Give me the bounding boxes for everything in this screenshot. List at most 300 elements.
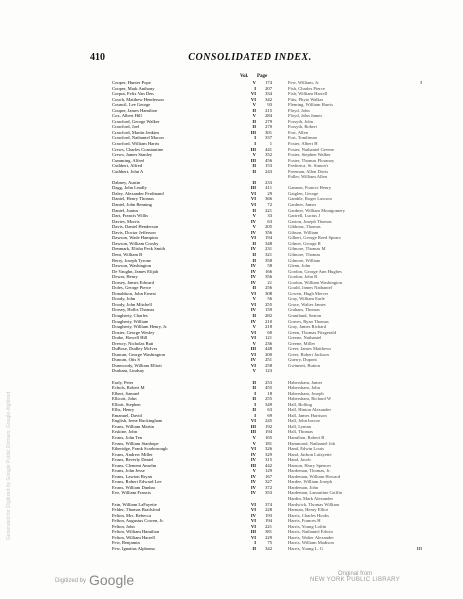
entry-name: Few, Ignatius Alphonso [112, 545, 156, 551]
entry-volume: II [252, 407, 256, 413]
entry-page: 194 [265, 429, 272, 435]
entry-page: 29 [267, 190, 272, 196]
entry-name: Harris, Young Loftin [288, 523, 327, 529]
entry-name: Dewar, Henry [112, 274, 138, 280]
entry-name: Dozier, George Wesley [112, 329, 155, 335]
entry-name: Glenn, John [288, 263, 311, 269]
entry-name: Dawson, William Crosby [112, 240, 159, 246]
entry-name: Greene, Nathaniel [288, 335, 322, 341]
entry-volume: IV [250, 473, 256, 479]
entry-page: 215 [265, 107, 272, 113]
entry-page: 56 [267, 296, 272, 302]
entry-name: Crawford, Nathaniel Macon [112, 135, 164, 141]
entry-volume: VI [250, 202, 256, 208]
entry-name: Evans, Beverly Daniel [112, 457, 154, 463]
entry-name: Hall, Hinton Alexander [288, 407, 331, 413]
entry-volume: V [252, 113, 256, 119]
entry-volume: IV [250, 218, 256, 224]
entry-name: Harris, Young L. G [288, 545, 324, 551]
entry-page: 448 [265, 346, 272, 352]
entry-volume: IV [250, 451, 256, 457]
entry-volume: I [254, 135, 256, 141]
side-watermark-text: Generated for Digitized by Google Public Domain, Google-digitized [6, 391, 12, 540]
entry-page: 1 [269, 141, 272, 147]
index-column-left [112, 74, 282, 551]
entry-volume: IV [250, 479, 256, 485]
entry-page: 167 [265, 473, 272, 479]
entry-page: 231 [265, 246, 272, 252]
index-entry [112, 546, 282, 552]
index-column-right [288, 74, 453, 551]
entry-name: Harris, Charles Hooks [288, 512, 329, 518]
entry-name: Crawford, Joel [112, 124, 140, 130]
entry-volume: III [250, 423, 256, 429]
entry-page: 321 [265, 251, 272, 257]
entry-page: 356 [265, 229, 272, 235]
entry-page: 374 [265, 501, 272, 507]
entry-volume: IV [250, 279, 256, 285]
entry-name: Ellis, Henry [112, 407, 135, 413]
entry-name: Cooper, Hunter Pope [112, 80, 151, 85]
side-watermark [6, 180, 14, 540]
entry-name: Harris, Frances H [288, 518, 321, 524]
vol-heading: Vol. [240, 74, 249, 79]
entry-volume: II [252, 118, 256, 124]
entry-volume: VI [250, 351, 256, 357]
entry-name: Gannon, Francis Henry [288, 185, 331, 191]
entry-name: Graves, Ryan Thomas [288, 318, 329, 324]
entry-name: Cuthbert, Alfred [112, 163, 143, 169]
entry-name: Elbert, Samuel [112, 390, 140, 396]
entry-name: Evans, William Stanhope [112, 440, 159, 446]
entry-name: Harris, Nathaniel Edwin [288, 529, 333, 535]
entry-volume: IV [250, 246, 256, 252]
entry-page: 334 [265, 91, 272, 97]
entry-page: 348 [265, 240, 272, 246]
entry-name: Gilmore, Thomas [288, 251, 321, 257]
entry-name: Green, Thomas Fitzgerald [288, 329, 337, 335]
entry-name: Denmark, Elisha Peck Smith [112, 246, 166, 252]
entry-page: 258 [265, 362, 272, 368]
entry-volume: I [254, 141, 256, 147]
entry-page: 181 [265, 440, 272, 446]
entry-name: Dorsey, Hollis Thomas [112, 307, 155, 313]
entry-name: Crews, James Stanley [112, 152, 153, 158]
entry-name: Few, Benjamin [112, 540, 140, 546]
entry-name: Fish, Charles Pierce [288, 85, 325, 91]
entry-name: Cooper, Mark Anthony [112, 85, 155, 91]
entry-name: Evans, Andrew Miller [112, 451, 153, 457]
entry-name: Drewry, Nicholas Butt [112, 340, 154, 346]
entry-page: 342 [265, 545, 272, 551]
entry-name: Couch, Matthew Henderson [112, 96, 164, 102]
entry-name: Etheridge, Frank Scarborough [112, 446, 168, 452]
entry-volume: V [252, 80, 256, 85]
entry-volume: IV [250, 457, 256, 463]
entry-name: Hanson, Harry Spencer [288, 462, 331, 468]
entry-name: Gamble, Roger Lawson [288, 196, 332, 202]
entry-volume: I [254, 390, 256, 396]
entry-volume: II [252, 107, 256, 113]
entry-volume: V [252, 213, 256, 219]
entry-name: Hand, Edwin Louis [288, 446, 324, 452]
entry-name: Fain, William LaFayette [112, 501, 157, 507]
entry-page: 58 [267, 263, 272, 269]
entry-page: 315 [265, 457, 272, 463]
entry-volume: V [252, 440, 256, 446]
entry-name: Hand, Judson Lafayette [288, 451, 332, 457]
entry-name: Davies, Morris [112, 218, 140, 224]
entry-page: 253 [265, 379, 272, 385]
entry-name: Dougherty, Charles [112, 312, 148, 318]
entry-name: Doody, John [112, 296, 136, 302]
entry-name: Duncan, Otis S [112, 357, 140, 363]
entry-name: Emanuel, David [112, 412, 142, 418]
entry-name: Freeman, Allen Davis [288, 168, 329, 174]
entry-volume: V [252, 340, 256, 346]
entry-volume: II [252, 545, 256, 551]
entry-name: Hamilton, Robert B [288, 435, 325, 440]
entry-name: English, Irene Buckingham [112, 418, 163, 424]
entry-volume: IV [250, 357, 256, 363]
original-from-footer [285, 571, 425, 583]
entry-volume: V [252, 368, 256, 374]
entry-volume: VI [250, 507, 256, 513]
entry-name: Cumming, Alfred [112, 157, 145, 163]
entry-volume: IV [250, 512, 256, 518]
entry-volume: IV [250, 318, 256, 324]
entry-page: 63 [267, 218, 272, 224]
entry-name: Daley, Alexander Ferdinand [112, 190, 164, 196]
entry-name: Hall, Lyman [288, 423, 311, 429]
entry-page: 308 [265, 290, 272, 296]
entry-name: Drake, Howell Hill [112, 335, 148, 341]
entry-name: Hardwick, Thomas William [288, 501, 340, 507]
entry-page: 366 [265, 196, 272, 202]
entry-volume: VI [250, 290, 256, 296]
entry-volume: I [254, 85, 256, 91]
entry-page: 326 [265, 446, 272, 452]
entry-volume: IV [250, 307, 256, 313]
entry-name: Felton, Mrs. Rebecca [112, 512, 152, 518]
entry-name: Hammond, Nathaniel Job [288, 440, 336, 446]
index-list-left [112, 80, 282, 551]
entry-volume: V [252, 224, 256, 230]
entry-page: 352 [265, 152, 272, 158]
entry-page: 411 [265, 185, 272, 191]
entry-name: Floyd, John James [288, 113, 323, 119]
entry-page: 251 [265, 357, 272, 363]
entry-page: 233 [265, 179, 272, 185]
entry-name: Fort, Tomlinson [288, 135, 318, 141]
entry-name: Hardeman, John [288, 484, 319, 490]
entry-volume: II [252, 257, 256, 263]
entry-page: 455 [265, 385, 272, 391]
page-header [90, 52, 390, 66]
entry-name: Donaldson, John Ernest [112, 290, 156, 296]
entry-volume: VI [250, 501, 256, 507]
entry-page: 207 [265, 85, 272, 91]
entry-page: 194 [265, 518, 272, 524]
entry-name: Elliott, Stephen [112, 401, 141, 407]
entry-volume: VI [250, 518, 256, 524]
entry-name: Fort, Allen [288, 129, 308, 135]
entry-name: Felton, Augustus Cowen, Jr. [112, 518, 164, 524]
entry-name: Dorsey, James Edward [112, 279, 154, 285]
entry-name: Hardin, Mark Alexander [288, 496, 334, 502]
entry-name: Fuller, William Allen [288, 174, 327, 180]
entry-name: Evans, Lawton Bryan [112, 473, 152, 479]
entry-name: Dawson, Wade Hampton [112, 235, 158, 241]
entry-page: 121 [265, 335, 272, 341]
entry-name: Crawford, Martin Jenkins [112, 129, 160, 135]
entry-name: Gaiglen, George [288, 190, 319, 196]
entry-name: Early, Peter [112, 379, 134, 385]
entry-page: 329 [265, 451, 272, 457]
entry-volume: VI [250, 329, 256, 335]
entry-volume: II [252, 179, 256, 185]
entry-page: 192 [265, 423, 272, 429]
entry-page: 166 [265, 268, 272, 274]
entry-page: 255 [265, 301, 272, 307]
entry-name: Gilbert, George Reed Spears [288, 235, 341, 241]
entry-page: 18 [267, 390, 272, 396]
entry-page: 284 [265, 113, 272, 119]
entry-volume: VI [250, 418, 256, 424]
entry-name: Dent, William B [112, 251, 143, 257]
page-number: 410 [90, 52, 105, 63]
entry-name: Gibson, William [288, 229, 319, 235]
entry-volume: V [252, 468, 256, 474]
entry-name: Greene, Miller [288, 340, 316, 346]
entry-page: 72 [267, 202, 272, 208]
entry-name: Erskine, John [112, 429, 138, 435]
entry-page: 243 [265, 168, 272, 174]
entry-page: 210 [265, 318, 272, 324]
entry-name: Fitts, Phyto Walker [288, 96, 324, 102]
entry-name: Few, William, Jr. [288, 80, 320, 85]
entry-name: Evans, John Jesse [112, 468, 145, 474]
entry-name: Grantland, Seaton [288, 312, 322, 318]
entry-page: 353 [265, 490, 272, 496]
entry-volume: III [250, 346, 256, 352]
entry-name: Gilmore, Thomas M [288, 246, 326, 252]
entry-volume: I [254, 540, 256, 546]
entry-name: Crews, Charles Constantine [112, 146, 164, 152]
entry-page: 123 [265, 368, 272, 374]
entry-volume: II [252, 251, 256, 257]
entry-volume: VI [250, 190, 256, 196]
index-entry [288, 546, 453, 552]
entry-name: Daniel, Junius [112, 207, 139, 213]
entry-name: Corput, Felix Van Den [112, 91, 154, 97]
entry-page: 200 [265, 351, 272, 357]
entry-page: 282 [265, 312, 272, 318]
entry-volume: II [252, 379, 256, 385]
entry-volume: VI [250, 335, 256, 341]
entry-volume: III [250, 129, 256, 135]
entry-name: Davis, Doctor Jefferson [112, 229, 156, 235]
digitized-by-label: Digitized by [55, 578, 87, 584]
entry-page: 349 [265, 401, 272, 407]
entry-volume: IV [250, 263, 256, 269]
entry-page: 21 [267, 279, 272, 285]
entry-volume: II [252, 163, 256, 169]
entry-name: Hardeman, William Howard [288, 473, 341, 479]
entry-page: 228 [265, 507, 272, 513]
entry-name: Hall, Thomas [288, 429, 313, 435]
entry-name: DuBose, Dudley McIver [112, 346, 158, 352]
entry-page: 442 [265, 462, 272, 468]
entry-volume: II [252, 385, 256, 391]
entry-name: Gray, William Earle [288, 296, 325, 302]
entry-name: Hardeman, Thomas, Jr. [288, 468, 331, 474]
page-heading: Page [257, 74, 268, 79]
entry-name: Felton, John [112, 523, 135, 529]
entry-name: Crawford, George Walker [112, 118, 160, 124]
entry-page: 381 [265, 529, 272, 535]
entry-page: 174 [265, 80, 272, 85]
entry-page: 255 [265, 396, 272, 402]
entry-name: Evans, Robert Edward Lee [112, 479, 162, 485]
entry-volume: III [250, 429, 256, 435]
entry-name: Davis, Daniel Henderson [112, 224, 159, 230]
entry-volume: III [250, 529, 256, 535]
entry-volume: VI [250, 91, 256, 97]
entry-page: 256 [265, 285, 272, 291]
entry-page: 33 [267, 213, 272, 219]
entry-page: 165 [265, 435, 272, 440]
entry-name: Harman, Henry Elliot [288, 507, 328, 513]
entry-name: Gowen, Hugh Mercer [288, 290, 329, 296]
entry-name: Habersham, Richard W [288, 396, 332, 402]
entry-name: Durham, Lindsay [112, 368, 145, 374]
entry-name: Doody, John Mitchell [112, 301, 152, 307]
original-from-label: Original from [337, 571, 373, 577]
entry-name: Hardeman, Lamartine Griffin [288, 490, 343, 496]
entry-page: 236 [265, 340, 272, 346]
entry-name: Crawford, William Harris [112, 141, 160, 147]
entry-volume: II [252, 312, 256, 318]
entry-name: Gilmer, George R [288, 240, 321, 246]
entry-volume: III [416, 545, 422, 551]
library-name: NEW YORK PUBLIC LIBRARY [309, 577, 401, 583]
entry-volume: VI [250, 534, 256, 540]
entry-name: Foster, Thomas Flournoy [288, 157, 335, 163]
entry-volume: VI [250, 235, 256, 241]
entry-page: 159 [265, 307, 272, 313]
entry-page: 63 [267, 407, 272, 413]
entry-name: Hand, Jacob [288, 457, 311, 463]
entry-name: Fleming, William Harris [288, 102, 334, 108]
entry-name: Felder, Thomas Brailsford [112, 507, 161, 513]
entry-name: Couper, James Hamilton [112, 107, 158, 113]
entry-page: 60 [267, 329, 272, 335]
entry-name: Fish, William Harrell [288, 91, 328, 97]
entry-name: Foster, Nathaniel Greene [288, 146, 334, 152]
entry-name: Gordon, George Ann Hughes [288, 268, 342, 274]
entry-name: Gilmore, William [288, 257, 321, 263]
entry-name: Hall, John Inscoe [288, 418, 321, 424]
entry-volume: II [252, 207, 256, 213]
entry-page: 75 [267, 540, 272, 546]
entry-volume: VI [250, 523, 256, 529]
entry-volume: V [252, 102, 256, 108]
entry-volume: II [252, 124, 256, 130]
entry-volume: IV [250, 274, 256, 280]
entry-volume: V [252, 324, 256, 330]
entry-name: Greer, Robert Jackson [288, 351, 329, 357]
entry-page: 221 [265, 207, 272, 213]
entry-volume: IV [250, 490, 256, 496]
entry-volume: VI [250, 301, 256, 307]
entry-volume: VI [250, 96, 256, 102]
entry-name: Cox, Albert Hill [112, 113, 142, 119]
entry-page: 193 [265, 512, 272, 518]
entry-page: 129 [265, 468, 272, 474]
entry-name: Berry, Joseph Tyrone [112, 257, 151, 263]
entry-page: 245 [265, 418, 272, 424]
entry-name: Frederica, St. Simon's [288, 163, 329, 169]
entry-name: Dabney, Austin [112, 179, 141, 185]
entry-page: 356 [265, 274, 272, 280]
entry-name: Forsyth, John [288, 118, 314, 124]
entry-name: Ellicott, John [112, 396, 137, 402]
entry-page: 93 [267, 102, 272, 108]
entry-volume: VI [250, 196, 256, 202]
entry-page: 337 [265, 135, 272, 141]
entry-name: Greer, James Matthews [288, 346, 332, 352]
entry-name: Dunwoody, William Elliott [112, 362, 162, 368]
entry-page: 358 [265, 257, 272, 263]
entry-name: Gardner, William Montgomery [288, 207, 346, 213]
entry-name: Harris, William Madison [288, 540, 334, 546]
entry-name: Dart, Francis Willis [112, 213, 149, 219]
entry-name: Dougherty, William [112, 318, 149, 324]
entry-volume: II [252, 240, 256, 246]
entry-name: De Vaughn, James Elijah [112, 268, 159, 274]
entry-volume: V [252, 152, 256, 158]
entry-name: Felton, William Hamilton [112, 529, 160, 535]
entry-name: Hardee, William Joseph [288, 479, 332, 485]
entry-page: 218 [265, 324, 272, 330]
entry-name: Habersham, James [288, 379, 323, 385]
entry-name: Gartrell, Lucius J [288, 213, 321, 219]
entry-volume: IV [250, 484, 256, 490]
entry-name: Habersham, John [288, 385, 320, 391]
entry-name: Dougherty, William Henry, Jr. [112, 324, 168, 330]
entry-page: 279 [265, 118, 272, 124]
page-title: CONSOLIDATED INDEX. [188, 52, 312, 63]
entry-name: Gwinnett, Button [288, 362, 320, 368]
entry-name: Guerry, Dupont [288, 357, 317, 363]
entry-name: Gordon, John B [288, 274, 318, 280]
entry-page: 301 [265, 129, 272, 135]
entry-volume: II [252, 168, 256, 174]
entry-volume: II [252, 285, 256, 291]
entry-name: Cuthbert, John A [112, 168, 144, 174]
entry-name: Forsyth, Robert [288, 124, 317, 130]
entry-name: Gibbons, Thomas [288, 224, 321, 230]
entry-name: Gaston, Joseph Thomas [288, 218, 332, 224]
entry-name: Duncan, George Washington [112, 351, 165, 357]
entry-page: 194 [265, 235, 272, 241]
index-list-right [288, 80, 453, 551]
entry-page: 153 [265, 163, 272, 169]
entry-name: Dagg, John Leadly [112, 185, 147, 191]
entry-volume: IV [250, 268, 256, 274]
entry-name: Floyd, John [288, 107, 310, 113]
